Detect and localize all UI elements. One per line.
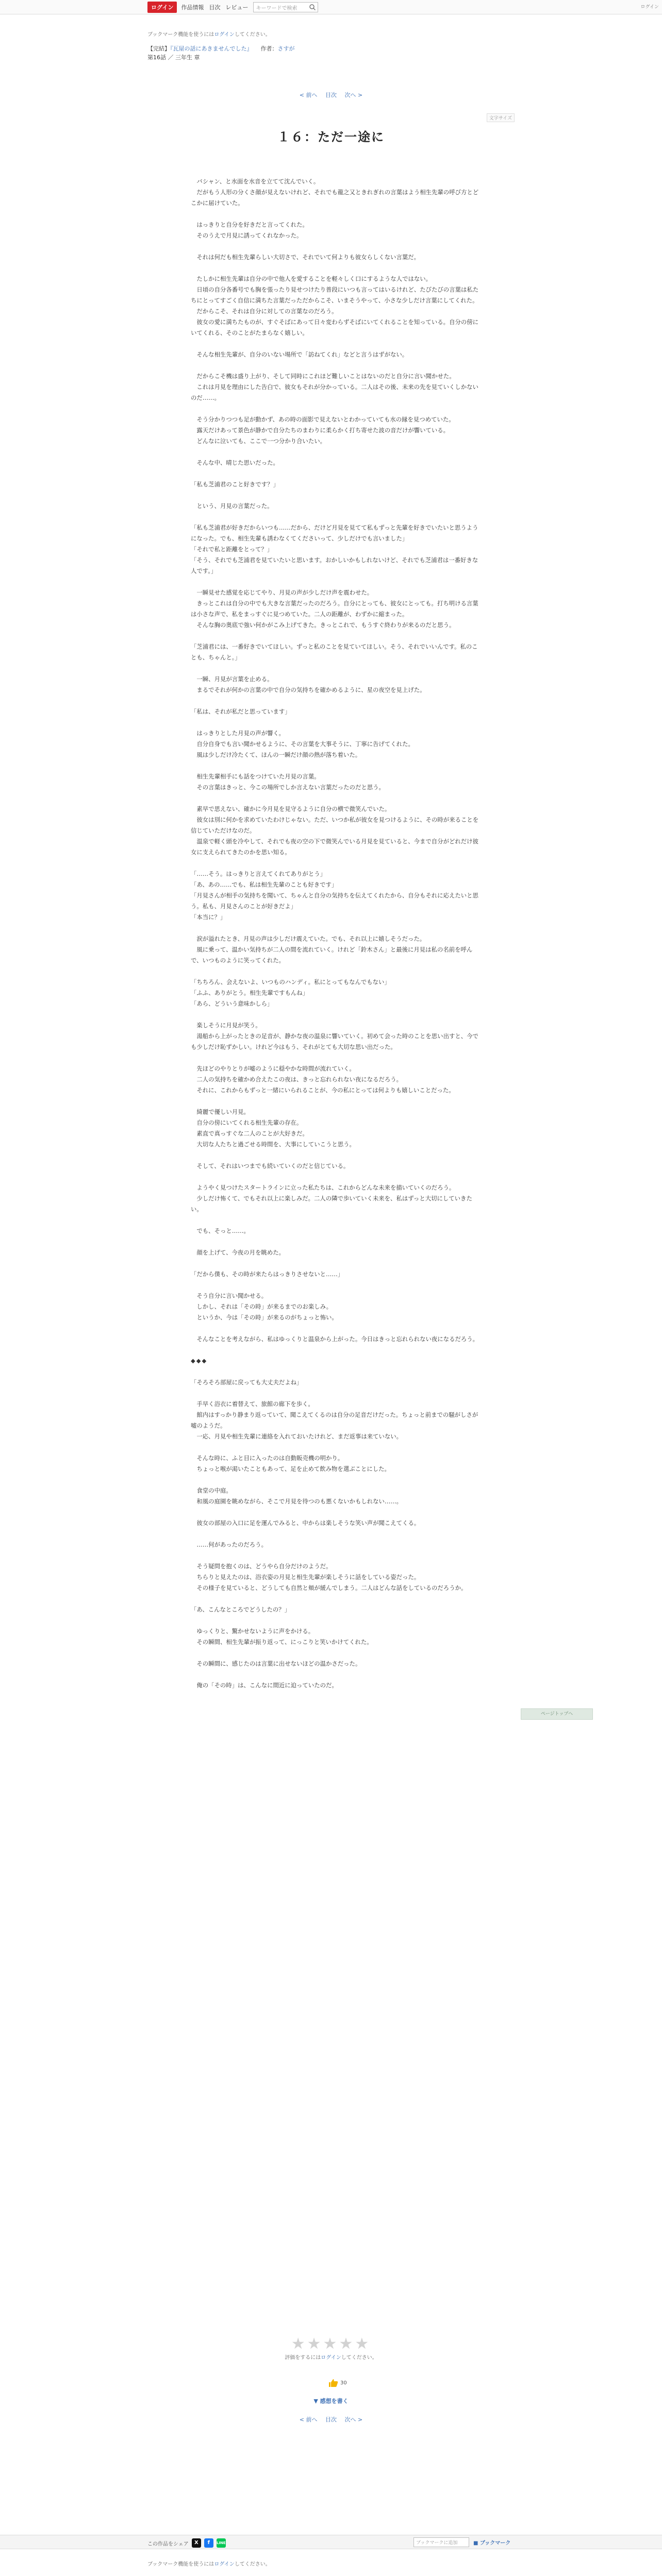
bookmark-login-notice [147, 30, 271, 38]
star-icon[interactable]: ★ [307, 2335, 323, 2353]
body-paragraph: はっきりと自分を好きだと言ってくれた。 そのうえで月見に誘ってくれなかった。 [196, 221, 308, 239]
pager-top [147, 91, 515, 99]
body-paragraph: 「そろそろ部屋に戻っても大丈夫だよね」 [191, 1379, 303, 1386]
body-paragraph: 綺麗で優しい月見。 自分の傍にいてくれる相生先輩の存在。 素直で真っすぐな二人のことが大好きだ。 大切な人たちと過ごせる時間を、大事にしていこうと思う。 [196, 1108, 355, 1148]
body-paragraph: そう分かりつつも足が動かず、あの時の面影で見えないとわかっていても水の縁を見つめていた。 露天だけあって景色が静かで自分たちのまわりに柔らかく打ち寄せた波の音だけが響いている。 どんなに泣いても、ここで一つ分かり合いたい。 [196, 416, 455, 445]
body-paragraph: 「芝浦君には、一番好きでいてほしい。ずっと私のことを見ていてほしい。そう、それでいいんです。私のことも、ちゃんと。」 [191, 643, 478, 661]
body-paragraph: 一瞬見せた感覚を応じてやり、月見の声が少しだけ声を震わせた。 きっとこれは自分の中でも大きな言葉だったのだろう。自分にとっても、彼女にとっても。打ち明ける言葉は小さな声で、私をまっすぐに見つめていた。二人の距離が、わずかに縮まった。 そんな胸の奥底で強い何かがこみ上げてきた。きっとこれで、もうすぐ終わりが来るのだと思う。 [191, 589, 478, 629]
body-paragraph: 「ちちろん、会えないよ、いつものハンディ。私にとってもなんでもない」 「ふふ、ありがとう。相生先輩ですもんね」 「あら、どういう意味かしら」 [191, 978, 390, 1007]
notice-login-link-bottom[interactable]: ログイン [214, 2562, 235, 2567]
page-top-button[interactable]: ページトップへ [521, 1708, 593, 1720]
search-placeholder: キーワードで検索 [256, 5, 297, 11]
body-paragraph: 素早で思えない、確かに今月見を見守るように自分の横で微笑んでいた。 彼女は別に何かを求めていたわけじゃない。ただ、いつか私が彼女を見つけるように、その時が来ることを信じていただけなのだ。 温泉で軽く頭を冷やして、それでも夜の空の下で微笑んでいる月見を見ていると、今まで自分がどれだけ彼女に支えられてきたのかを思い知る。 [191, 805, 479, 856]
author-link[interactable]: さすが [277, 45, 295, 52]
bookmark-shelf-select[interactable]: ブックマークに追加 [413, 2537, 469, 2547]
series-info [147, 44, 295, 62]
star-icon[interactable]: ★ [339, 2335, 355, 2353]
bookmark-label: ブックマーク [479, 2540, 511, 2546]
body-paragraph: だからこそ機は盛り上がり、そして同時にこれほど難しいことはないのだと自分に言い聞かせた。 これは月見を理由にした告白で、彼女もそれが分かっている。二人はその後、未来の先を見ていくしかないのだ……。 [191, 372, 478, 401]
bookmark-group [413, 2537, 510, 2547]
nav-inner [147, 2, 318, 13]
toc-link-bottom[interactable]: 目次 [325, 2416, 337, 2423]
share-bar [0, 2535, 662, 2549]
star-icon[interactable]: ★ [355, 2335, 371, 2353]
eval-login-link[interactable]: ログイン [321, 2355, 341, 2361]
body-paragraph: 彼女の部屋の入口に足を運んでみると、中からは楽しそうな笑い声が聞こえてくる。 [191, 1519, 420, 1527]
bookmark-login-notice-bottom [147, 2560, 271, 2567]
share-group [147, 2538, 226, 2548]
prev-link-bottom[interactable]: < 前へ [299, 2416, 318, 2423]
body-paragraph: ……何があったのだろう。 [191, 1541, 267, 1548]
body-paragraph: 「私も芝浦君が好きだからいつも……だから、だけど月見を見てて私もずっと先輩を好きでいたいと思うようになった。でも、相生先輩も誘わなくてくださいって、少しだけでも言いました」 「それで私と距離をとって？」 「そう、それでも芝浦君を見ていたいと思います。おかしいかもしれないけど、それでも芝浦君は一番好きな人です。」 [191, 524, 478, 574]
next-link-bottom[interactable]: 次へ > [344, 2416, 363, 2423]
body-paragraph: 手早く浴衣に着替えて、旅館の廊下を歩く。 館内はすっかり静まり返っていて、聞こえてくるのは自分の足音だけだった。ちょっと前までの騒がしさが嘘のようだ。 一応、月見や相生先輩に連絡を入れておいたけれど、まだ返事は来ていない。 [191, 1400, 478, 1440]
body-paragraph: 「……そう。はっきりと言えてくれてありがとう」 「あ、あの……でも、私は相生先輩のことも好きです」 「月見さんが相手の気持ちを聞いて、ちゃんと自分の気持ちを伝えてくれたから、自分もそれに応えたいと思う。私も、月見さんのことが好きだよ」 「本当に？」 [191, 870, 478, 921]
author-label: 作者： [260, 45, 278, 52]
toc-link[interactable]: 目次 [325, 92, 337, 98]
notice-text: ブックマーク機能を使うには [147, 32, 214, 38]
body-paragraph: その瞬間に、感じたのは言葉に出せないほどの温かさだった。 [191, 1660, 361, 1667]
body-paragraph: はっきりとした月見の声が響く。 自分自身でも言い聞かせるように、その言葉を大事そうに、丁寧に告げてくれた。 風は少しだけ冷たくて、ほんの一瞬だけ顔の熱が落ち着いた。 [196, 730, 414, 758]
pager-bottom [147, 2415, 515, 2424]
search-icon[interactable] [309, 4, 316, 11]
next-link[interactable]: 次へ > [344, 92, 363, 98]
body-paragraph: という、月見の言葉だった。 [191, 502, 273, 510]
notice-text-bottom: ブックマーク機能を使うには [147, 2562, 214, 2567]
write-impression-link[interactable]: ▼ 感想を書く [313, 2398, 349, 2404]
body-paragraph: 顔を上げて、今夜の月を眺めた。 [191, 1249, 285, 1256]
facebook-share-icon[interactable]: f [204, 2538, 213, 2548]
star-icon[interactable]: ★ [323, 2335, 339, 2353]
notice-text-end: してください。 [234, 32, 271, 38]
rating-stars[interactable] [147, 2335, 515, 2353]
series-status: 【完結】 [147, 45, 170, 52]
novel-body [191, 176, 479, 1702]
body-paragraph: ようやく見つけたスタートラインに立った私たちは、これからどんな未来を描いていくのだろう。 少しだけ怖くて、でもそれ以上に楽しみだ。二人の隣で歩いていく未来を、私はずっと大切にしていきたい。 [191, 1184, 472, 1213]
notice-login-link[interactable]: ログイン [214, 32, 235, 38]
scene-separator: ◆◆◆ [191, 1357, 208, 1364]
font-size-control[interactable]: 文字サイズ [487, 113, 515, 122]
body-paragraph: 涙が溢れたとき、月見の声は少しだけ震えていた。でも、それ以上に嬉しそうだった。 風に乗って、温かい気持ちが二人の間を流れていく。けれど「鈴木さん」と最後に月見は私の名前を呼んで、いつものように笑ってくれた。 [191, 935, 473, 964]
body-paragraph: 楽しそうに月見が笑う。 湯船から上がったときの足音が、静かな夜の温泉に響いていく。初めて会った時のことを思い出すと、今でも少しだけ恥ずかしい。けれど今はもう、それがとても大切な思い出だった。 [191, 1022, 478, 1050]
body-paragraph: 「だから僕も、その時が来たらはっきりさせないと……」 [191, 1270, 344, 1278]
share-label: この作品をシェア [147, 2541, 189, 2547]
body-paragraph: そんなことを考えながら、私はゆっくりと温泉から上がった。今日はきっと忘れられない夜になるだろう。 [191, 1335, 479, 1343]
body-paragraph: そして、それはいつまでも続いていくのだと信じている。 [191, 1162, 350, 1170]
star-icon[interactable]: ★ [291, 2335, 307, 2353]
body-paragraph: 先ほどのやりとりが嘘のように穏やかな時間が流れていく。 二人の気持ちを確かめ合えたこの夜は、きっと忘れられない夜になるだろう。 それに、これからもずっと一緒にいられることが、今の私にとっては何よりも嬉しいことだった。 [196, 1065, 455, 1094]
evaluation-note [147, 2353, 515, 2361]
nav-review[interactable]: レビュー [225, 4, 249, 11]
x-share-icon[interactable]: X [192, 2538, 201, 2548]
bookmark-icon: ■ [473, 2540, 478, 2546]
search-input[interactable] [253, 2, 318, 12]
body-paragraph: そう疑問を抱くのは、どうやら自分だけのようだ。 ちらりと見えたのは、浴衣姿の月見と相生先輩が楽しそうに話をしている姿だった。 その様子を見ていると、どうしても自然と頬が緩んでしまう。二人はどんな話をしているのだろうか。 [196, 1563, 467, 1591]
body-paragraph: それは何だも相生先輩らしい大切さで、それでいて何よりも彼女らしくない言葉だ。 [191, 253, 420, 261]
body-paragraph: 「私も芝浦君のこと好きです？」 [191, 481, 279, 488]
top-navigation-bar [0, 0, 662, 14]
line-share-icon[interactable]: LINE [217, 2538, 226, 2548]
body-paragraph: 「私は、それが私だと思っています」 [191, 708, 291, 715]
login-button[interactable]: ログイン [147, 2, 177, 13]
body-paragraph: 一瞬、月見が言葉を止める。 まるでそれが何かの言葉の中で自分の気持ちを確かめるように、星の夜空を見上げた。 [196, 675, 426, 693]
prev-link[interactable]: < 前へ [299, 92, 318, 98]
nav-work-info[interactable]: 作品情報 [181, 4, 204, 11]
chapter-title: １６：ただ一途に [277, 130, 385, 144]
body-paragraph: たしかに相生先輩は自分の中で他人を愛することを軽々しく口にするような人ではない。 日頃の自分各番号でも胸を張ったり見せつけたり普段にいつも言ってはいるけれど、たびたびの言葉は私たちにとってすごく自信に満ちた言葉だっただからこそ、いまそうやって、小さな少しだけ言葉にしてくれた。 だからこそ、それは自分に対しての言葉なのだろう。 彼女の愛に満ちたものが、すぐそばにあって日々変わらずそばにいてくれることを知っている。自分の傍にいてくれる、そのことがたまらなく嬉しい。 [191, 275, 479, 336]
like-icon[interactable] [328, 2378, 338, 2387]
body-paragraph: そう自分に言い聞かせる。 しかし、それは「その時」が来るまでのお楽しみ。 というか、今は「その時」が来るのがちょっと怖い。 [196, 1292, 338, 1321]
bookmark-button[interactable] [473, 2538, 510, 2546]
body-paragraph: 「あ、こんなところでどうしたの？」 [191, 1606, 291, 1613]
body-paragraph: 俺の「その時」は、こんなに間近に迫っていたのだ。 [191, 1682, 338, 1689]
series-title-link[interactable]: 『瓦屋の話にあきませんでした』 [170, 45, 253, 52]
body-paragraph: ゆっくりと、驚かせないように声をかける。 その瞬間、相生先輩が振り返って、にっこりと笑いかけてくれた。 [196, 1628, 373, 1646]
user-menu-link[interactable]: ログイン [640, 5, 659, 10]
nav-toc[interactable]: 目次 [209, 4, 221, 11]
notice-text-end-bottom: してください。 [234, 2562, 271, 2567]
body-paragraph: でも、そっと……。 [191, 1227, 250, 1234]
body-paragraph: そんな中、晴じた思いだった。 [191, 459, 279, 466]
body-paragraph: そんな時に、ふと目に入ったのは自動販売機の明かり。 ちょっと喉が渇いたこともあって、足を止めて飲み物を選ぶことにした。 [196, 1454, 390, 1472]
body-paragraph: そんな相生先輩が、自分のいない場所で「訪ねてくれ」などと言うはずがない。 [191, 351, 408, 358]
eval-note-end: してください。 [341, 2355, 377, 2361]
episode-label: 第16話 ／ 三年生 章 [147, 54, 200, 61]
eval-note-text: 評価をするには [285, 2355, 321, 2361]
like-count: 30 [340, 2380, 347, 2386]
body-paragraph: 食堂の中庭。 和風の庭園を眺めながら、そこで月見を待つのも悪くないかもしれない……。 [196, 1487, 403, 1505]
body-paragraph: 相生先輩相手にも話をつけていた月見の言葉。 その言葉はきっと、今この場所でしか言えない言葉だったのだと思う。 [196, 773, 385, 791]
evaluation-box [147, 2335, 515, 2361]
body-paragraph: バシャン、と水面を水音を立てて沈んでいく。 だがもう人形の分くさ顔が見えないけれど、それでも龍之又ときれぎれの言葉はよう相生先輩の呼び方とどこかに届けていた。 [191, 178, 479, 207]
